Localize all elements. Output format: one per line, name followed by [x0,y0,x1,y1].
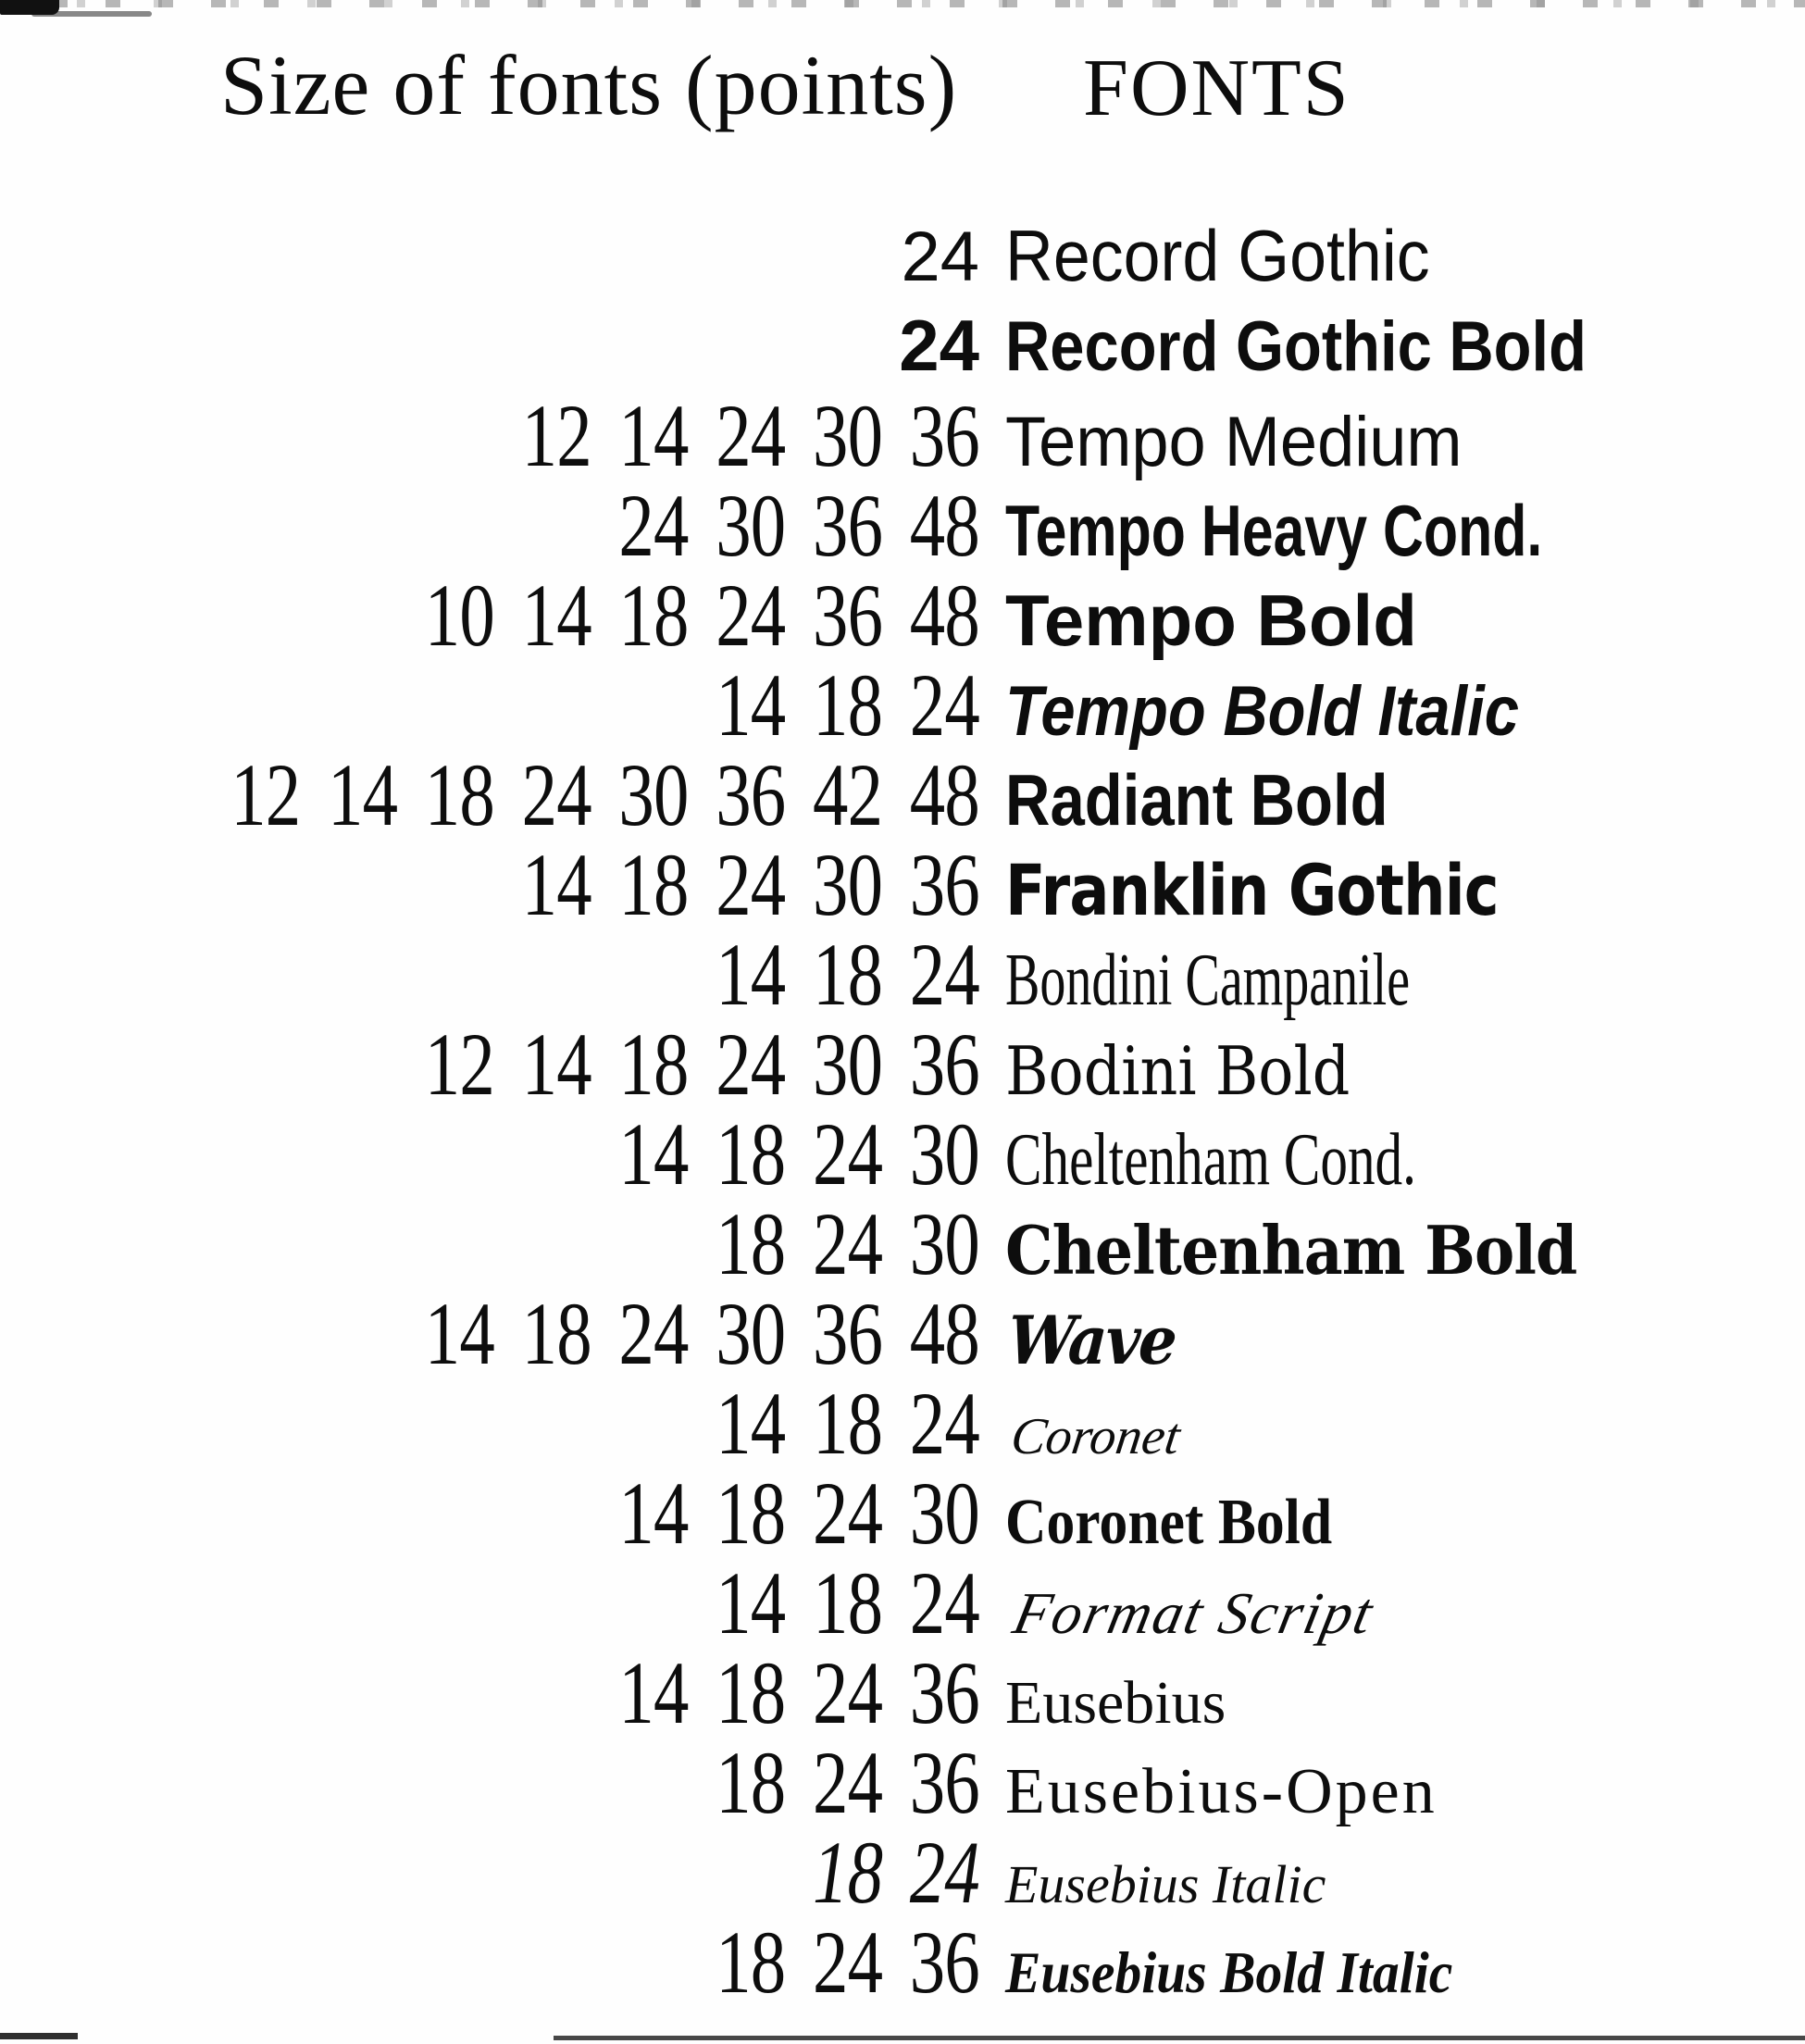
font-name: Tempo Medium [1005,403,1463,481]
scan-artifact-top-ticks [0,0,1805,7]
font-row-bodini-bold [0,1015,1805,1114]
font-name: Record Gothic Bold [1005,307,1587,386]
font-row-eusebius-open [0,1733,1805,1832]
font-row-eusebius [0,1643,1805,1742]
font-row-record-gothic [0,211,1805,301]
font-sizes: 14 18 24 30 [618,1104,979,1203]
font-name: Franklin Gothic [1005,849,1499,931]
font-row-record-gothic-bold [0,301,1805,391]
font-name: Radiant Bold [1005,759,1388,841]
font-row-eusebius-italic [0,1823,1805,1922]
font-name: Eusebius Bold Italic [1005,1939,1453,2005]
font-name: Tempo Heavy Cond. [1005,490,1543,571]
font-sizes: 10 14 18 24 36 48 [424,566,979,665]
scan-artifact-bottom-left-line [0,2033,78,2039]
page-title-sizes: Size of fonts (points) [220,38,958,132]
font-name: Cheltenham Cond. [1005,1119,1416,1201]
font-name: Format Script [1007,1580,1380,1646]
font-name: Eusebius [1005,1669,1226,1737]
font-row-tempo-bold [0,566,1805,665]
font-sizes: 14 18 24 30 [618,1464,979,1563]
font-sizes: 14 18 24 36 [618,1643,979,1742]
scan-artifact-bottom-right-line [554,2036,1805,2040]
font-name: Bondini Campanile [1005,940,1411,1021]
font-row-radiant-bold [0,745,1805,844]
font-sizes: 14 18 24 [716,1374,979,1473]
font-row-cheltenham-cond [0,1104,1805,1203]
font-name: Eusebius Italic [1005,1854,1326,1914]
font-name: Record Gothic [1005,215,1430,296]
font-name: Tempo Bold Italic [1005,672,1519,751]
font-sizes: 18 24 30 [716,1194,979,1293]
font-name: Tempo Bold [1005,580,1417,661]
font-row-format-script [0,1553,1805,1652]
font-name: Coronet [1007,1408,1184,1465]
font-row-cheltenham-bold [0,1194,1805,1293]
font-row-tempo-heavy-cond [0,476,1805,575]
font-row-tempo-medium [0,386,1805,485]
font-sizes: 24 [899,305,979,386]
font-name: Bodini Bold [1005,1032,1351,1110]
font-name: Wave [1005,1301,1178,1379]
font-sizes: 14 18 24 [716,925,979,1024]
font-row-eusebius-bold-italic [0,1913,1805,2012]
font-sizes: 14 18 24 30 36 48 [424,1284,979,1383]
font-sizes: 14 18 24 30 36 [521,835,979,934]
page-title-fonts: FONTS [1083,44,1351,133]
font-sizes: 14 18 24 [716,655,979,754]
font-sizes: 14 18 24 [716,1553,979,1652]
font-name: Cheltenham Bold [1005,1211,1577,1290]
font-row-bondini-campanile [0,925,1805,1024]
font-row-coronet [0,1374,1805,1473]
font-sizes: 18 24 36 [716,1733,979,1832]
font-name: Coronet Bold [1005,1487,1333,1558]
font-sizes: 24 30 36 48 [618,476,979,575]
font-row-tempo-bold-italic [0,655,1805,754]
font-row-coronet-bold [0,1464,1805,1563]
font-sizes: 12 14 24 30 36 [521,386,979,485]
scan-artifact-top-smudge [31,11,152,17]
font-sizes: 24 [901,218,979,296]
font-sizes: 12 14 18 24 30 36 42 48 [230,745,980,844]
font-row-wave [0,1284,1805,1383]
font-name: Eusebius-Open [1005,1756,1438,1827]
font-sizes: 18 24 36 [716,1913,979,2012]
font-sizes: 12 14 18 24 30 36 [424,1015,979,1114]
font-row-franklin-gothic [0,835,1805,934]
font-sizes: 18 24 [813,1823,979,1922]
specimen-rows [0,211,1805,2012]
